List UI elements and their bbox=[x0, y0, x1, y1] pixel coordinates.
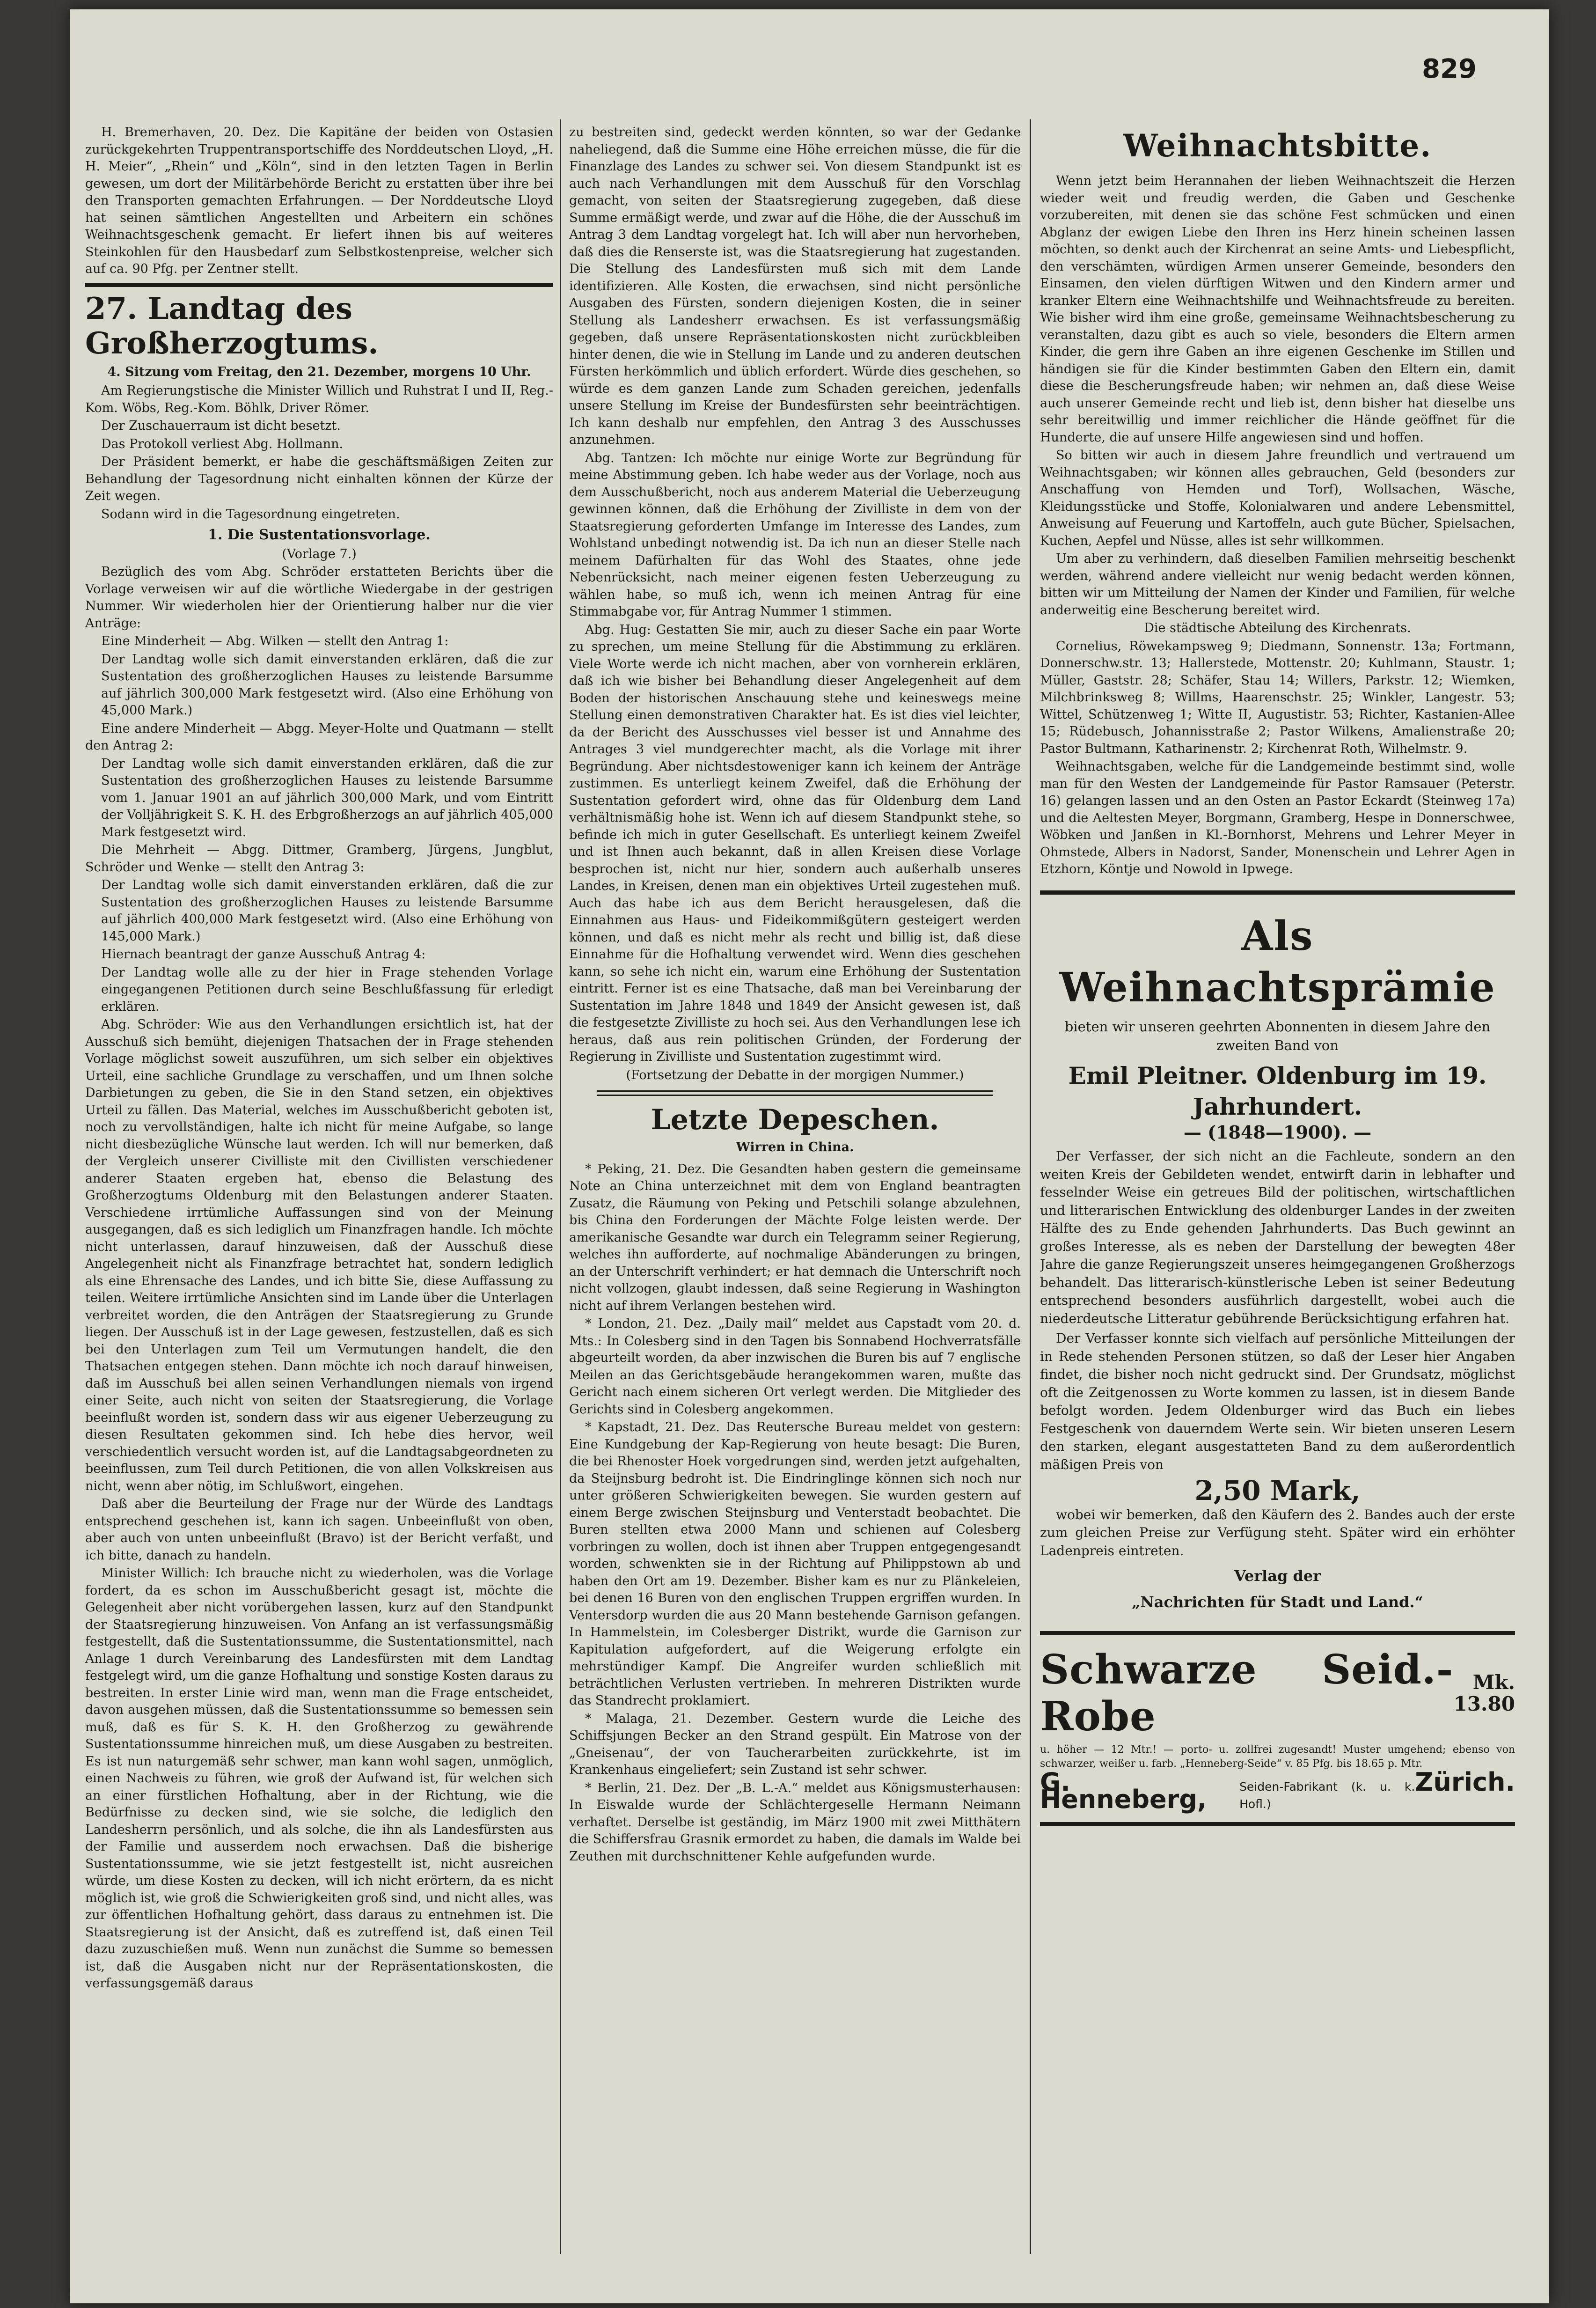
weihnachtsbitte-heading: Weihnachtsbitte. bbox=[1123, 127, 1432, 164]
dispatch-london: * London, 21. Dez. „Daily mail“ meldet aus Capstadt vom 20. d. Mts.: In Colesberg sind in den Tagen bis Sonnabend Hochverratsfälle abgeurteilt worden, da aber inzwischen die Buren bis auf 7 englische Meilen an das Gerichtsgebäude herangekommen waren, mußte das Gericht nach einem sicheren Ort verlegt werden. Die Mitglieder des Gerichts sind in Colesberg angekommen. bbox=[569, 1316, 1021, 1417]
dispatch-berlin: * Berlin, 21. Dez. Der „B. L.-A.“ meldet aus Königsmusterhausen: In Eiswalde wurde der Schlächtergeselle Hermann Neimann verhaftet. Derselbe ist geständig, im März 1900 mit zwei Mitthätern die Schiffersfrau Grasnik ermordet zu haben, die damals im Walde bei Zeuthen mit durchschnittener Kehle aufgefunden wurde. bbox=[569, 1780, 1021, 1864]
column-1 bbox=[85, 124, 553, 2259]
dispatch-peking: * Peking, 21. Dez. Die Gesandten haben gestern die gemeinsame Note an China unterzeichnet mit dem von England beantragten Zusatz, die Räumung von Peking und Petschili solange abzulehnen, bis China den Forderungen der Mächte Folge leisten werde. Der amerikanische Gesandte war durch ein Telegramm seiner Regierung, welches ihn aufforderte, auf nochmalige Abänderungen zu bringen, an der Unterschrift verhindert; er hat demnach die Unterschrift noch nicht vollzogen, glaubt indessen, daß seine Regierung in Washington nicht auf ihrem Verlangen bestehen wird. bbox=[569, 1161, 1021, 1313]
premium-advertisement bbox=[1040, 911, 1515, 1613]
publisher-line-1: Verlag der bbox=[1234, 1567, 1321, 1585]
silk-ad-firm: G. Henneberg, bbox=[1040, 1767, 1207, 1814]
dispatch-kapstadt: * Kapstadt, 21. Dez. Das Reutersche Bureau meldet von gestern: Eine Kundgebung der Kap-Regierung von heute besagt: Die Buren, die bei Rhenoster Hoek vorgedrungen sind, werden jetzt aufgehalten, da Steijnsburg bedroht ist. Die Eindringlinge können sich noch nur unter größeren Schwierigkeiten bewegen. Sie wurden gestern auf einem Berge zwischen Steijnsburg und Venterstadt beobachtet. Die Buren stellten etwa 2000 Mann und schienen auf Colesberg vorbringen zu wollen, doch ist ihnen aber Truppen entgegengesandt worden, schwenkten sie in der Richtung auf Philippstown ab und haben den Ort am 19. Dezember. Bisher kam es nur zu Plänkeleien, bei denen 16 Buren von den englischen Truppen ergriffen wurden. In Ventersdorp wurden die aus 20 Mann bestehende Garnison gefangen. In Hammelstein, im Colesberger Distrikt, wurde die Garnison zur Kapitulation aufgefordert, auf die Weigerung erfolgte ein mehrstündiger Kampf. Die Angreifer wurden schließlich mit beträchtlichen Verlusten vertrieben. In mehreren Distrikten wurde das Standrecht proklamiert. bbox=[569, 1420, 1021, 1708]
report-paragraph: Die Mehrheit — Abgg. Dittmer, Gramberg, Jürgens, Jungblut, Schröder und Wenke — stellt den Antrag 3: bbox=[85, 843, 553, 875]
speech-hug: Abg. Hug: Gestatten Sie mir, auch zu dieser Sache ein paar Worte zu sprechen, um meine Stellung für die Abstimmung zu erklären. Viele Worte werde ich nicht machen, aber von vornherein erklären, daß ich wie bisher bei Behandlung dieser Angelegenheit auf dem Boden der historischen Anschauung stehe und keineswegs meine Stellung einen demonstrativen Charakter hat. Es ist dies viel leichter, da der Bericht des Ausschusses viel besser ist und Annahme des Antrages 3 viel mundgerechter macht, als die Vorlage mit ihrer Begründung. Aber nichtsdestoweniger kann ich keinem der Anträge zustimmen. Es unterliegt keinem Zweifel, daß die Erhöhung der Sustentation gefordert wird, ohne das für Oldenburg dem Land verhältnismäßig hohe ist. Wenn ich auf diesem Standpunkt stehe, so befinde ich mich in guter Gesellschaft. Es unterliegt keinem Zweifel und ist Ihnen auch bekannt, daß in allen Kreisen diese Vorlage besprochen ist, nicht nur hier, sondern auch außerhalb unseres Landes, in Kreisen, denen man ein objektives Urteil zugestehen muß. Auch das habe ich aus dem Bericht herausgelesen, daß die Einnahmen aus Haus- und Fideikommißgütern gesteigert werden können, und daß es nicht mehr als recht und billig ist, daß diese Einnahme für die Hofhaltung verwendet wird. Wenn dies geschehen kann, so sehe ich nicht ein, warum eine Erhöhung der Sustentation eintritt. Ferner ist es eine Thatsache, daß man bei Vereinbarung der Sustentation im Jahre 1848 und 1849 der Ansicht gewesen ist, daß die festgesetzte Zivilliste zu hoch sei. Aus den Verhandlungen lese ich heraus, daß aus rein politischen Gründen, der Forderung der Regierung in Zivilliste und Sustentation zugestimmt wird. bbox=[569, 622, 1021, 1064]
depeschen-subheading: Wirren in China. bbox=[736, 1140, 854, 1154]
appeal-paragraph: Weihnachtsgaben, welche für die Landgemeinde bestimmt sind, wolle man für den Westen der Landgemeinde für Pastor Ramsauer (Peterstr. 16) gelangen lassen und an den Osten an Pastor Eckardt (Steinweg 17a) und die Aeltesten Meyer, Borgmann, Gramberg, Hespe in Donnerschwee, Wöbken und Janßen in Kl.-Bornhorst, Mehrens und Lehrer Meyer in Ohmstede, Albers in Nadorst, Sander, Monenschein und Lehrer Agen in Etzhorn, Köntje und Nowold in Ipwege. bbox=[1040, 759, 1515, 876]
report-paragraph: Hiernach beantragt der ganze Ausschuß Antrag 4: bbox=[101, 947, 426, 962]
continuation-note: (Fortsetzung der Debatte in der morgigen Nummer.) bbox=[626, 1067, 964, 1082]
vorlage-ref: (Vorlage 7.) bbox=[282, 546, 357, 561]
motion-4: Der Landtag wolle alle zu der hier in Frage stehenden Vorlage eingegangenen Petitionen durch seine Beschlußfassung für erledigt erklären. bbox=[101, 965, 553, 1014]
silk-ad-details: u. höher — 12 Mtr.! — porto- u. zollfrei zugesandt! Muster umgehend; ebenso von schwarzer, weißer u. farb. „Henneberg-Seide“ v. 85 Pfg. bis 18.65 p. Mtr. bbox=[1040, 1744, 1515, 1770]
publisher-line-2: „Nachrichten für Stadt und Land.“ bbox=[1132, 1593, 1423, 1611]
intro-paragraph: Der Zuschauerraum ist dicht besetzt. bbox=[101, 419, 341, 433]
silk-ad-currency: Mk. bbox=[1472, 1671, 1515, 1694]
speech-tantzen: Abg. Tantzen: Ich möchte nur einige Worte zur Begründung für meine Abstimmung geben. Ich habe weder aus der Vorlage, noch aus dem Ausschußbericht, noch aus anderem Material die Ueberzeugung gewinnen können, daß die Erhöhung der Zivilliste in dem von der Staatsregierung geforderten Umfange im Interesse des Landes, zum Wohlstand unbedingt notwendig ist. Da ich nun an dieser Stelle nach meinem Dafürhalten für das Wohl des Staates, ohne jede Nebenrücksicht, nach meiner eigenen festen Ueberzeugung zu wählen habe, so muß ich, wenn ich meinen Antrag für eine Stimmabgabe vor, für Antrag Nummer 1 stimmen. bbox=[569, 450, 1021, 619]
appeal-members: Cornelius, Röwekampsweg 9; Diedmann, Sonnenstr. 13a; Fortmann, Donnerschw.str. 13; Hallerstede, Mottenstr. 20; Kuhlmann, Staustr. 1; Müller, Gaststr. 28; Schäfer, Stau 14; Willers, Parkstr. 12; Wiemken, Milchbrinksweg 8; Willms, Haarenschstr. 25; Winkler, Langestr. 53; Wittel, Schützenweg 1; Witte II, Augustistr. 53; Richter, Kastanien-Allee 15; Rüdebusch, Johannisstraße 2; Pastor Wilkens, Amalienstraße 20; Pastor Bultmann, Katharinenstr. 2; Kirchenrat Roth, Wilhelmstr. 9. bbox=[1040, 639, 1515, 756]
agenda-item-title: 1. Die Sustentationsvorlage. bbox=[208, 527, 431, 543]
appeal-paragraph: Um aber zu verhindern, daß dieselben Familien mehrseitig beschenkt werden, während andere vielleicht nur wenig bedacht werden können, bitten wir um Mitteilung der Namen der Kinder und Familien, für welche anderweitig eine Bescherung bereitet wird. bbox=[1040, 551, 1515, 617]
premium-ad-intro: bieten wir unseren geehrten Abonnenten in diesem Jahre den zweiten Band von bbox=[1064, 1018, 1491, 1053]
brief-bremerhaven: H. Bremerhaven, 20. Dez. Die Kapitäne der beiden von Ostasien zurückgekehrten Truppentransportschiffe des Norddeutschen Lloyd, „H. H. Meier“, „Rhein“ und „Köln“, sind in den letzten Tagen in Berlin gewesen, um dort der Militärbehörde Bericht zu erstatten über ihre bei den Transporten gemachten Erfahrungen. — Der Norddeutsche Lloyd hat seinen sämtlichen Angestellten und Arbeitern ein schönes Weihnachtsgeschenk gemacht. Er liefert ihnen bis auf weiteres Steinkohlen für den Hausbedarf zum Selbstkostenpreise, welcher sich auf ca. 90 Pfg. per Zentner stellt. bbox=[85, 125, 553, 276]
column-divider bbox=[1030, 119, 1031, 2254]
column-3 bbox=[1040, 124, 1515, 2259]
section-double-rule bbox=[597, 1090, 993, 1096]
landtag-heading: 27. Landtag des Großherzogtums. bbox=[85, 291, 379, 361]
column-2 bbox=[569, 124, 1021, 2259]
intro-paragraph: Sodann wird in die Tagesordnung eingetreten. bbox=[101, 507, 400, 522]
book-years: — (1848—1900). — bbox=[1183, 1121, 1372, 1143]
session-line: 4. Sitzung vom Freitag, den 21. Dezember, morgens 10 Uhr. bbox=[107, 364, 531, 379]
speech-schroeder-2: Daß aber die Beurteilung der Frage nur der Würde des Landtags entsprechend geschehen ist, kann ich sagen. Unbeeinflußt von oben, aber auch von unten unbeeinflußt (Bravo) ist der Bericht verfaßt, und ich bitte, danach zu handeln. bbox=[85, 1497, 553, 1563]
book-price: 2,50 Mark, bbox=[1194, 1475, 1361, 1507]
premium-ad-title: Als Weihnachtsprämie bbox=[1059, 912, 1496, 1011]
appeal-paragraph: Wenn jetzt beim Herannahen der lieben Weihnachtszeit die Herzen wieder weit und freudig werden, die Gaben und Geschenke vorzubereiten, mit denen sie das schöne Fest schmücken und einen Abglanz der ewigen Liebe den Ihren ins Herz hinein scheinen lassen möchten, so denkt auch der Kirchenrat an seine Amts- und Liebespflicht, den verschämten, würdigen Armen unserer Gemeinde, besonders den Einsamen, den vielen dürftigen Witwen und den Kindern armer und kranker Eltern eine Weihnachtshilfe und Weihnachtsfreude zu bereiten. Wie bisher wird ihm eine große, gemeinsame Weihnachtsbescherung zu veranstalten, dazu gibt es auch so viele, besonders die Eltern armen Kinder, die gern ihre Gaben an ihre eigenen Geschenke im Stillen und händigen sie für die Kinder bestimmten Gaben den Eltern ein, damit diese die Bescherungsfreude haben; wir nehmen an, daß diese Weise auch unserer Gemeinde recht und lieb ist, denn bisher hat dieselbe uns sehr bereitwillig und immer reichlicher die Hände geöffnet für die Hunderte, die auf unsere Hilfe angewiesen sind und hoffen. bbox=[1040, 174, 1515, 445]
motion-1: Der Landtag wolle sich damit einverstanden erklären, daß die zur Sustentation des großherzoglichen Hauses zu leistende Barsumme auf jährlich 300,000 Mark festgesetzt wird. (Also eine Erhöhung von 45,000 Mark.) bbox=[101, 652, 553, 718]
column-divider bbox=[560, 119, 561, 2254]
newspaper-page bbox=[70, 9, 1549, 2303]
report-paragraph: Eine Minderheit — Abg. Wilken — stellt den Antrag 1: bbox=[101, 634, 449, 648]
intro-paragraph: Das Protokoll verliest Abg. Hollmann. bbox=[101, 436, 344, 451]
speech-willich: Minister Willich: Ich brauche nicht zu wiederholen, was die Vorlage fordert, da es schon im Ausschußbericht gesagt ist, möchte die Gelegenheit aber nicht vorübergehen lassen, kurz auf den Standpunkt der Staatsregierung hinzuweisen. Von Anfang an ist verfassungsmäßig festgestellt, daß die Sustentationssumme, die Sustentationsmittel, nach Anlage 1 durch Vereinbarung des Landesfürsten mit dem Landtag festgelegt wird, um die ganze Hofhaltung und sonstige Kosten daraus zu bestreiten. In erster Linie wird man, wenn man die Frage entscheidet, davon ausgehen müssen, daß die Sustentationssumme so bemessen sein muß, daß es für S. K. H. den Großherzog zu gewährende Sustentationssumme hinreichen muß, um diese Ausgaben zu bestreiten. Es ist nun naturgemäß sehr schwer, man kann wohl sagen, unmöglich, einen Nachweis zu führen, wie groß der Aufwand ist, für welchen sich an einer fürstlichen Hofhaltung, aber in der Richtung, wie die Bedürfnisse zu decken sind, wie sie solche, die lediglich den Landesherrn persönlich, und als solche, die ihn als Landesfürsten aus der Familie und ausserdem noch erwachsen. Daß die bisherige Sustentationssumme, wie sie jetzt festgestellt ist, nicht ausreichen würde, um diese Kosten zu decken, will ich nicht erörtern, da es nicht möglich ist, wie groß die Schwierigkeiten groß sind, und nicht alles, was zur öffentlichen Hofhaltung gehört, dass daraus zu entnehmen ist. Die Staatsregierung ist der Ansicht, daß es zutreffend ist, daß einen Teil dazu zuzuschießen muß. Wenn nun zunächst die Summe so bemessen ist, daß die Ausgaben nicht nur der Repräsentationskosten, die verfassungsgemäß daraus bbox=[85, 1566, 553, 1991]
book-title: Emil Pleitner. Oldenburg im 19. Jahrhundert. bbox=[1068, 1061, 1487, 1120]
silk-ad-city: Zürich. bbox=[1415, 1767, 1515, 1797]
appeal-signature: Die städtische Abteilung des Kirchenrats. bbox=[1144, 621, 1411, 635]
silk-advertisement bbox=[1040, 1631, 1515, 1826]
silk-ad-manufacturer: Seiden-Fabrikant (k. u. k. Hofl.) bbox=[1239, 1780, 1415, 1811]
silk-ad-price: 13.80 bbox=[1453, 1692, 1515, 1715]
book-description: Der Verfasser konnte sich vielfach auf persönliche Mitteilungen der in Rede stehenden Personen stützen, so daß der Leser hier Angaben findet, die bisher noch nicht gedruckt sind. Der Grundsatz, möglichst oft die Zeitgenossen zu Worte kommen zu lassen, ist in diesem Bande befolgt worden. Jedem Oldenburger wird das Buch ein liebes Festgeschenk von dauerndem Werte sein. Wir bieten unseren Lesern den starken, elegant ausgestatteten Band zu dem außerordentlich mäßigen Preis von bbox=[1040, 1330, 1515, 1472]
book-description: wobei wir bemerken, daß den Käufern des 2. Bandes auch der erste zum gleichen Preise zur Verfügung steht. Später wird ein erhöhter Ladenpreis eintreten. bbox=[1040, 1507, 1515, 1558]
depeschen-heading: Letzte Depeschen. bbox=[651, 1103, 939, 1136]
motion-2: Der Landtag wolle sich damit einverstanden erklären, daß die zur Sustentation des großherzoglichen Hauses zu leistende Barsumme vom 1. Januar 1901 an auf jährlich 300,000 Mark, und vom Eintritt der Volljährigkeit S. K. H. des Erbgroßherzogs an auf jährlich 405,000 Mark festgesetzt wird. bbox=[101, 756, 553, 839]
page-number: 829 bbox=[1422, 54, 1477, 84]
silk-ad-price-block bbox=[1453, 1672, 1515, 1715]
report-paragraph: Eine andere Minderheit — Abgg. Meyer-Holte und Quatmann — stellt den Antrag 2: bbox=[85, 721, 553, 753]
book-description: Der Verfasser, der sich nicht an die Fachleute, sondern an den weiten Kreis der Gebildeten wendet, entwirft darin in lebhafter und fesselnder Weise ein getreues Bild der politischen, wirtschaftlichen und litterarischen Entwicklung des oldenburger Landes in der zweiten Hälfte des zu Ende gehenden Jahrhunderts. Das Buch gewinnt an großes Interesse, als es neben der Darstellung der bewegten 48er Jahre die ganze Regierungszeit unseres heimgegangenen Großherzogs behandelt. Das litterarisch-künstlerische Leben ist seiner Bedeutung entsprechend besonders ausführlich dargestellt, wobei auch die niederdeutsche Litteratur gebührende Berücksichtigung erfahren hat. bbox=[1040, 1148, 1515, 1326]
intro-paragraph: Der Präsident bemerkt, er habe die geschäftsmäßigen Zeiten zur Behandlung der Tagesordnung nicht einhalten können der Kürze der Zeit wegen. bbox=[85, 455, 553, 503]
dispatch-malaga: * Malaga, 21. Dezember. Gestern wurde die Leiche des Schiffsjungen Becker an den Strand gespült. Ein Matrose von der „Gneisenau“, der von Taucherarbeiten zurückkehrte, ist im Krankenhaus eingeliefert; sein Zustand ist sehr schwer. bbox=[569, 1711, 1021, 1777]
silk-ad-headline: Schwarze Seid.-Robe bbox=[1040, 1646, 1454, 1740]
speech-willich-continued: zu bestreiten sind, gedeckt werden könnten, so war der Gedanke naheliegend, daß die Summe eine Höhe erreichen müsse, die für die Finanzlage des Landes zu schwer sei. Von diesem Standpunkt ist es auch nach Verhandlungen mit dem Ausschuß für den Vorschlag gemacht, von seiten der Staatsregierung zugegeben, daß diese Summe ermäßigt werde, und zwar auf die Höhe, die der Ausschuß im Antrag 3 dem Landtag vorgelegt hat. Ich will aber nun hervorheben, daß dies die Renserste ist, was die Staatsregierung hat zugestanden. Die Stellung des Landesfürsten muß sich mit dem Lande identifizieren. Alle Kosten, die erwachsen, sind nicht persönliche Ausgaben des Fürsten, sondern diejenigen Kosten, die in seiner Stellung als Landesherr erwachsen. Es ist verfassungsmäßig gegeben, daß unsere Repräsentationskosten nicht zurückbleiben hinter denen, die wie in Stellung im Lande und zu anderen deutschen Fürsten herkömmlich und üblich erfordert. Würde dies geschehen, so würde es dem ganzen Lande zum Schaden gereichen, jedenfalls unsere Stellung im Kreise der Bundesfürsten sehr beeinträchtigen. Ich kann deshalb nur empfehlen, den Antrag 3 des Ausschusses anzunehmen. bbox=[569, 125, 1021, 447]
speech-schroeder: Abg. Schröder: Wie aus den Verhandlungen ersichtlich ist, hat der Ausschuß sich bemüht, diejenigen Thatsachen der in Frage stehenden Vorlage möglichst soweit auszuführen, um sich selber ein objektives Urteil, eine sachliche Grundlage zu verschaffen, und um Ihnen solche Darbietungen zu geben, die Sie in den Stand setzen, ein objektives Urteil zu fällen. Das Material, welches im Ausschußbericht geboten ist, noch zu vervollständigen, halte ich nicht für meine Aufgabe, so lange nicht diesbezügliche Wünsche laut werden. Ich will nur bemerken, daß der Vergleich unserer Civilliste mit den Civillisten verschiedener anderer Staaten ergeben hat, ebenso die Belastung des Großherzogtums Oldenburg mit den Belastungen anderer Staaten. Verschiedene irrtümliche Auffassungen sind von der Meinung ausgegangen, daß es sich lediglich um Finanzfragen handle. Ich möchte nicht unterlassen, darauf hinzuweisen, daß der Ausschuß diese Angelegenheit nicht als Finanzfrage betrachtet hat, sondern lediglich als eine Ehrensache des Landes, und ich bitte Sie, diese Auffassung zu teilen. Weitere irrtümliche Ansichten sind im Lande über die Unterlagen verbreitet worden, die den Anträgen der Staatsregierung zu Grunde liegen. Der Ausschuß ist in der Lage gewesen, festzustellen, daß es sich bei den Unterlagen zum Teil um Vermutungen handelt, die den Thatsachen entgegen stehen. Dann möchte ich noch darauf hinweisen, daß im Ausschuß bei allen seinen Verhandlungen niemals von irgend einer Seite, auch nicht von seiten der Staatsregierung, die Vorlage beeinflußt worden ist, sondern dass wir aus eigener Ueberzeugung zu diesen Resultaten gekommen sind. Ich hebe dies hervor, weil verschiedentlich versucht worden ist, auf die Landtagsabgeordneten zu beeinflussen, zum Teil durch Petitionen, die von allen Volkskreisen aus nicht, wenn aber nötig, im Schlußwort, eingehen. bbox=[85, 1017, 553, 1493]
intro-paragraph: Am Regierungstische die Minister Willich und Ruhstrat I und II, Reg.-Kom. Wöbs, Reg.-Kom. Böhlk, Driver Römer. bbox=[85, 383, 553, 415]
ad-separator bbox=[1040, 890, 1515, 895]
report-paragraph: Bezüglich des vom Abg. Schröder erstatteten Berichts über die Vorlage verweisen wir auf die wörtliche Wiedergabe in der gestrigen Nummer. Wir wiederholen hier der Orientierung halber nur die vier Anträge: bbox=[85, 565, 553, 631]
appeal-paragraph: So bitten wir auch in diesem Jahre freundlich und vertrauend um Weihnachtsgaben; wir können alles gebrauchen, Geld (besonders zur Anschaffung von Hemden und Torf), Wollsachen, Wäsche, Kleidungsstücke und Stoffe, Kolonialwaren und andere Lebensmittel, Anweisung auf Feuerung und Kartoffeln, auch gute Bücher, Spielsachen, Kuchen, Aepfel und Nüsse, alles ist sehr willkommen. bbox=[1040, 448, 1515, 548]
section-rule bbox=[85, 283, 553, 287]
motion-3: Der Landtag wolle sich damit einverstanden erklären, daß die zur Sustentation des großherzoglichen Hauses zu leistende Barsumme auf jährlich 400,000 Mark festgesetzt wird. (Also eine Erhöhung von 145,000 Mark.) bbox=[101, 878, 553, 944]
